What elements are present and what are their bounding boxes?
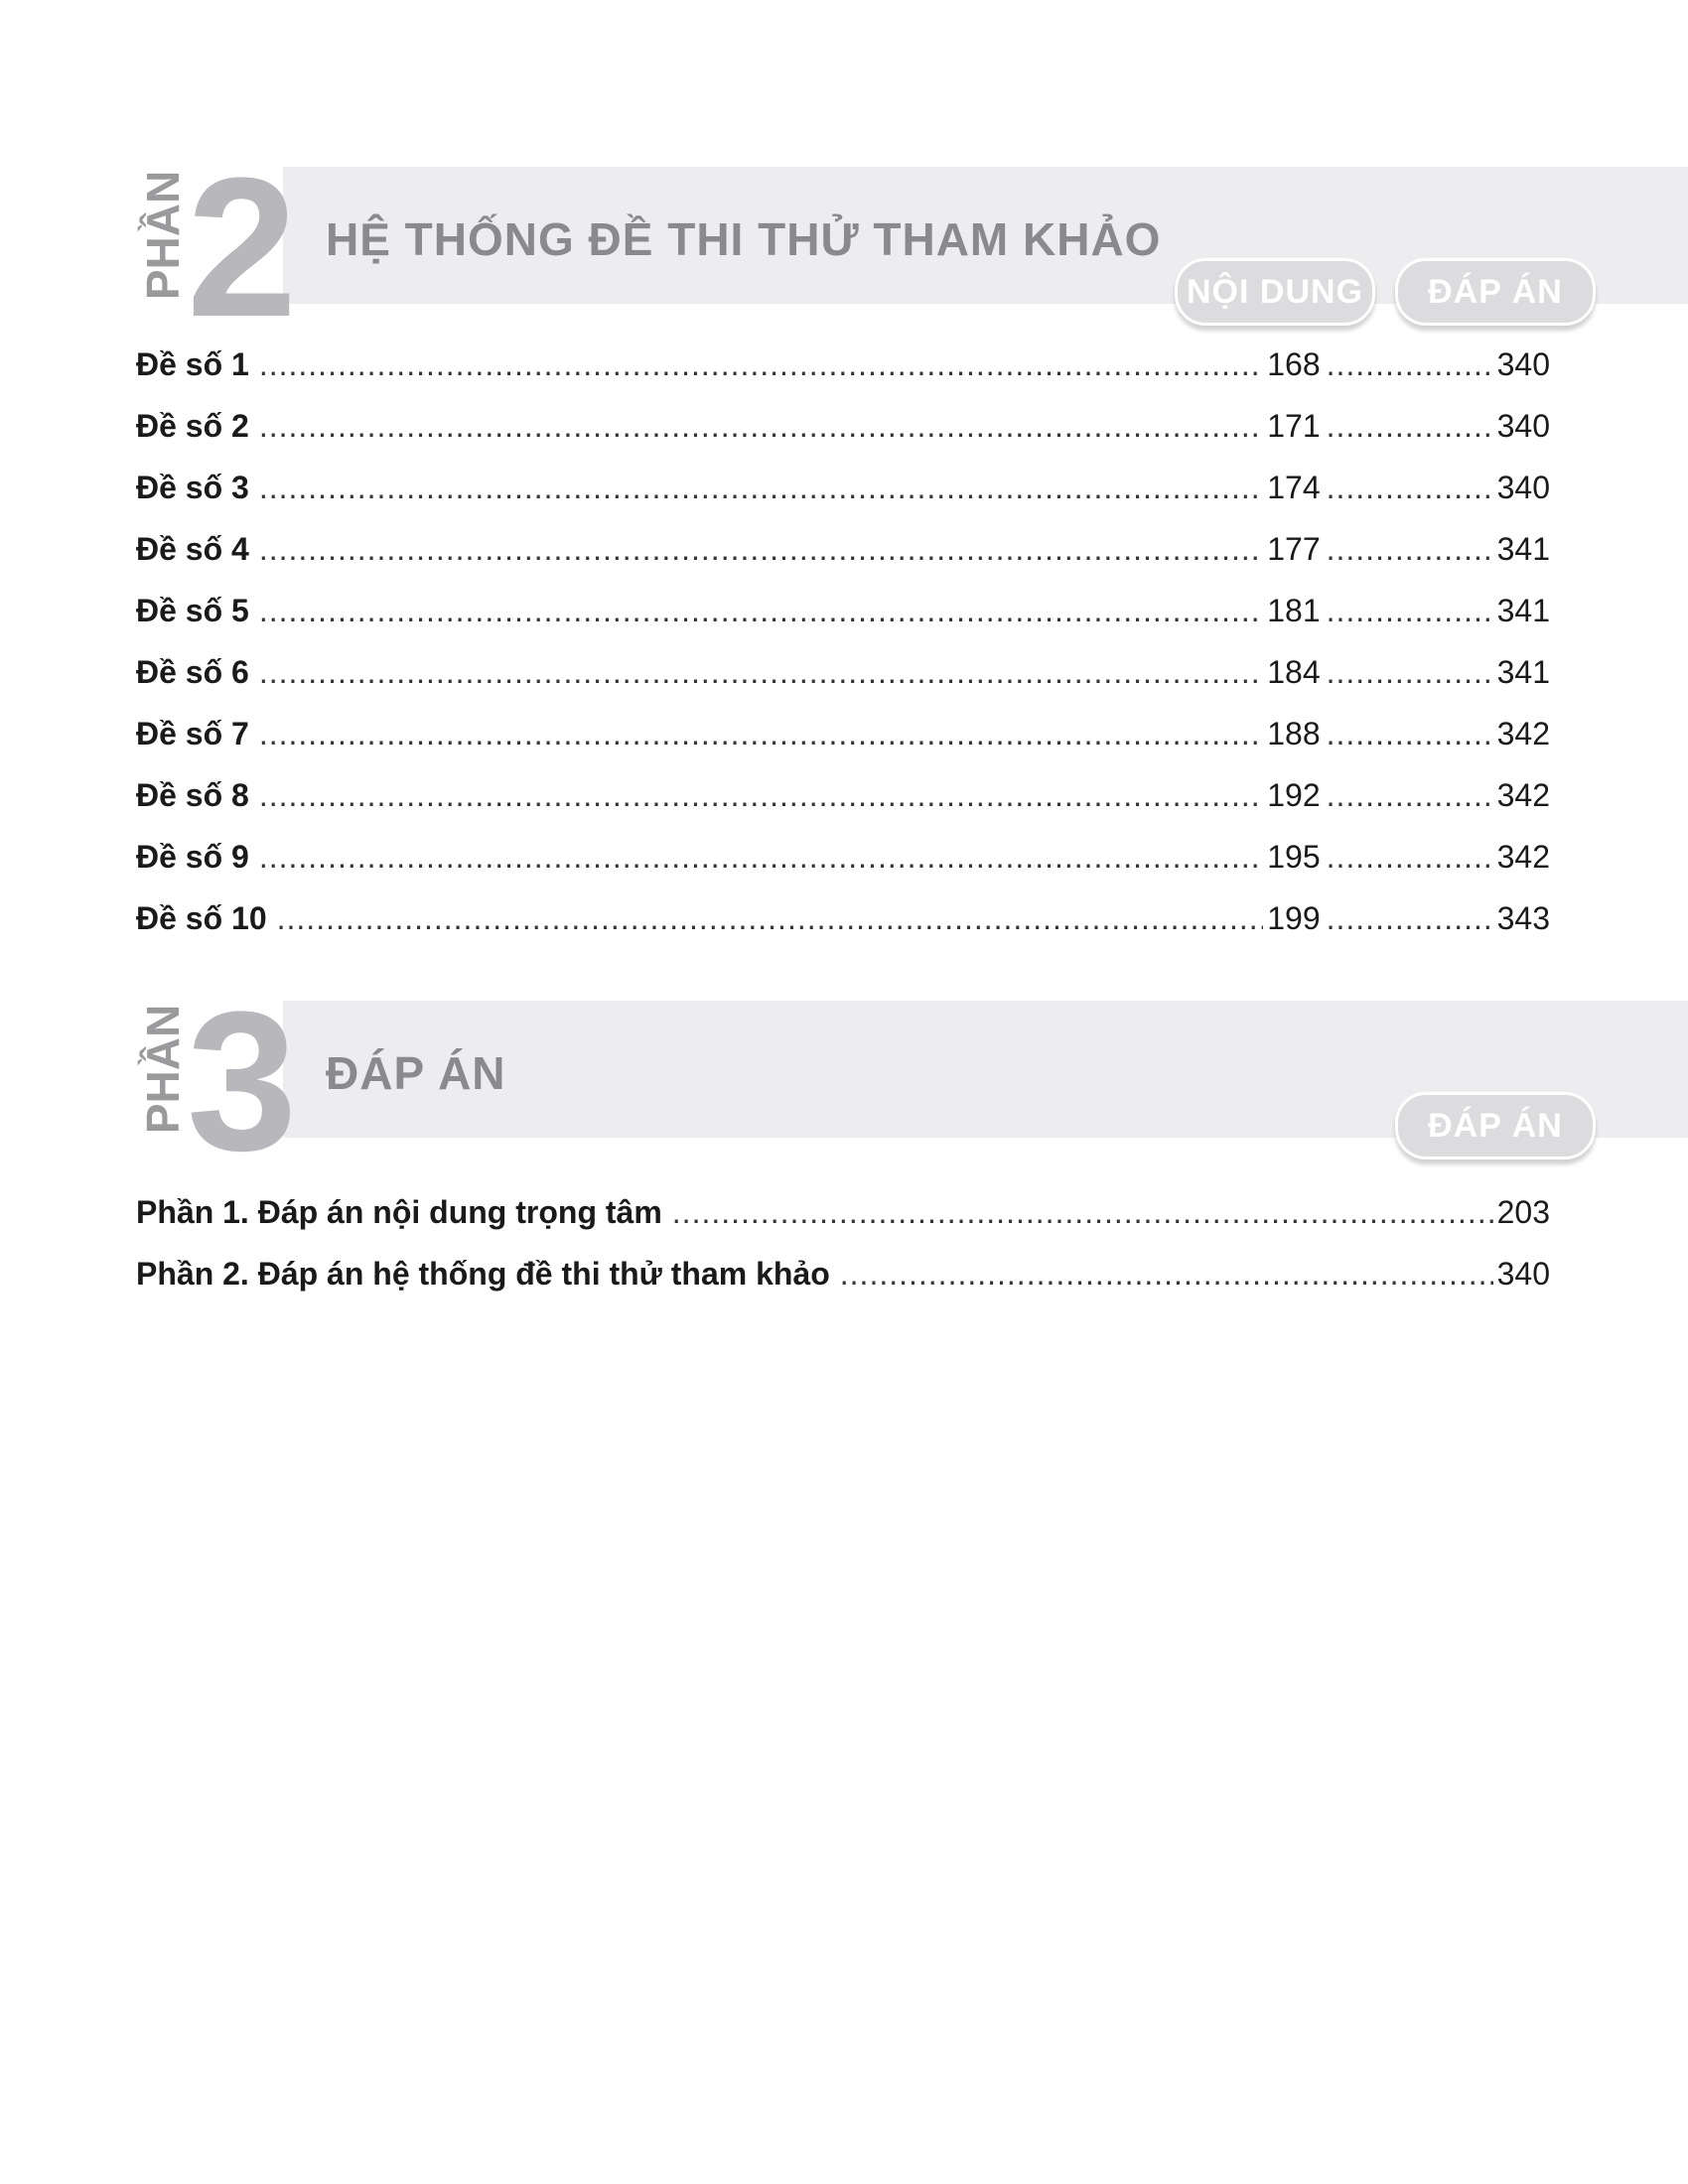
toc-page: 192 bbox=[1267, 777, 1321, 813]
dot-leader bbox=[259, 826, 1263, 887]
toc-row[interactable] bbox=[136, 641, 1550, 703]
dot-leader bbox=[277, 887, 1264, 949]
toc-label: Đề số 8 bbox=[136, 777, 249, 813]
dot-leader bbox=[259, 518, 1263, 580]
toc-row[interactable] bbox=[136, 764, 1550, 826]
toc-answer-page: 341 bbox=[1496, 593, 1550, 628]
toc-page: 171 bbox=[1267, 408, 1321, 444]
toc-row[interactable] bbox=[136, 887, 1550, 949]
toc-answer-page: 342 bbox=[1496, 777, 1550, 813]
part3-word-text: PHẦN bbox=[137, 1004, 189, 1135]
toc-page: 174 bbox=[1267, 470, 1321, 505]
dot-leader bbox=[259, 580, 1263, 641]
part2-toc bbox=[136, 334, 1550, 949]
toc-answer-page: 340 bbox=[1496, 408, 1550, 444]
dot-leader bbox=[1327, 457, 1493, 518]
toc-label: Đề số 1 bbox=[136, 346, 249, 382]
toc-row[interactable] bbox=[136, 457, 1550, 518]
part2-answer-pill: ĐÁP ÁN bbox=[1395, 258, 1596, 326]
toc-page: 195 bbox=[1267, 839, 1321, 875]
part2-word bbox=[117, 167, 197, 304]
toc-page: 188 bbox=[1267, 716, 1321, 751]
toc-label: Đề số 3 bbox=[136, 470, 249, 505]
toc-label: Phần 1. Đáp án nội dung trọng tâm bbox=[136, 1194, 662, 1230]
dot-leader bbox=[259, 395, 1263, 457]
part2-title: HỆ THỐNG ĐỀ THI THỬ THAM KHẢO bbox=[326, 213, 1162, 265]
toc-answer-page: 343 bbox=[1496, 900, 1550, 936]
toc-page: 184 bbox=[1267, 654, 1321, 690]
toc-label: Đề số 10 bbox=[136, 900, 267, 936]
dot-leader bbox=[1327, 826, 1493, 887]
dot-leader bbox=[1327, 395, 1493, 457]
dot-leader bbox=[259, 334, 1263, 395]
toc-answer-page: 203 bbox=[1496, 1194, 1550, 1230]
dot-leader bbox=[1327, 887, 1493, 949]
toc-row[interactable] bbox=[136, 395, 1550, 457]
dot-leader bbox=[259, 764, 1263, 826]
part3-word bbox=[117, 1001, 197, 1138]
dot-leader bbox=[1327, 641, 1493, 703]
toc-answer-page: 342 bbox=[1496, 839, 1550, 875]
dot-leader bbox=[1327, 703, 1493, 764]
dot-leader bbox=[259, 457, 1263, 518]
toc-answer-page: 341 bbox=[1496, 654, 1550, 690]
toc-row[interactable] bbox=[136, 703, 1550, 764]
toc-label: Đề số 2 bbox=[136, 408, 249, 444]
dot-leader bbox=[1327, 580, 1493, 641]
part2-content-pill: NỘI DUNG bbox=[1175, 258, 1375, 326]
toc-label: Phần 2. Đáp án hệ thống đề thi thử tham khảo bbox=[136, 1256, 830, 1292]
dot-leader bbox=[840, 1243, 1493, 1304]
toc-label: Đề số 6 bbox=[136, 654, 249, 690]
toc-label: Đề số 9 bbox=[136, 839, 249, 875]
toc-label: Đề số 5 bbox=[136, 593, 249, 628]
part2-word-text: PHẦN bbox=[137, 170, 189, 301]
part3-toc bbox=[136, 1181, 1550, 1304]
toc-answer-page: 340 bbox=[1496, 470, 1550, 505]
dot-leader bbox=[1327, 764, 1493, 826]
toc-row[interactable] bbox=[136, 1243, 1550, 1304]
dot-leader bbox=[672, 1181, 1493, 1243]
dot-leader bbox=[1327, 334, 1493, 395]
dot-leader bbox=[259, 703, 1263, 764]
toc-answer-page: 341 bbox=[1496, 531, 1550, 567]
toc-label: Đề số 4 bbox=[136, 531, 249, 567]
toc-page: 177 bbox=[1267, 531, 1321, 567]
toc-page: 181 bbox=[1267, 593, 1321, 628]
toc-row[interactable] bbox=[136, 1181, 1550, 1243]
toc-row[interactable] bbox=[136, 826, 1550, 887]
toc-row[interactable] bbox=[136, 334, 1550, 395]
toc-row[interactable] bbox=[136, 580, 1550, 641]
dot-leader bbox=[1327, 518, 1493, 580]
toc-label: Đề số 7 bbox=[136, 716, 249, 751]
toc-page: 168 bbox=[1267, 346, 1321, 382]
part2-number: 2 bbox=[187, 137, 294, 358]
toc-answer-page: 342 bbox=[1496, 716, 1550, 751]
part3-title: ĐÁP ÁN bbox=[326, 1047, 506, 1099]
part3-answer-pill: ĐÁP ÁN bbox=[1395, 1092, 1596, 1160]
toc-answer-page: 340 bbox=[1496, 346, 1550, 382]
dot-leader bbox=[259, 641, 1263, 703]
toc-row[interactable] bbox=[136, 518, 1550, 580]
toc-answer-page: 340 bbox=[1496, 1256, 1550, 1292]
toc-page: 199 bbox=[1267, 900, 1321, 936]
part3-number: 3 bbox=[187, 971, 294, 1192]
